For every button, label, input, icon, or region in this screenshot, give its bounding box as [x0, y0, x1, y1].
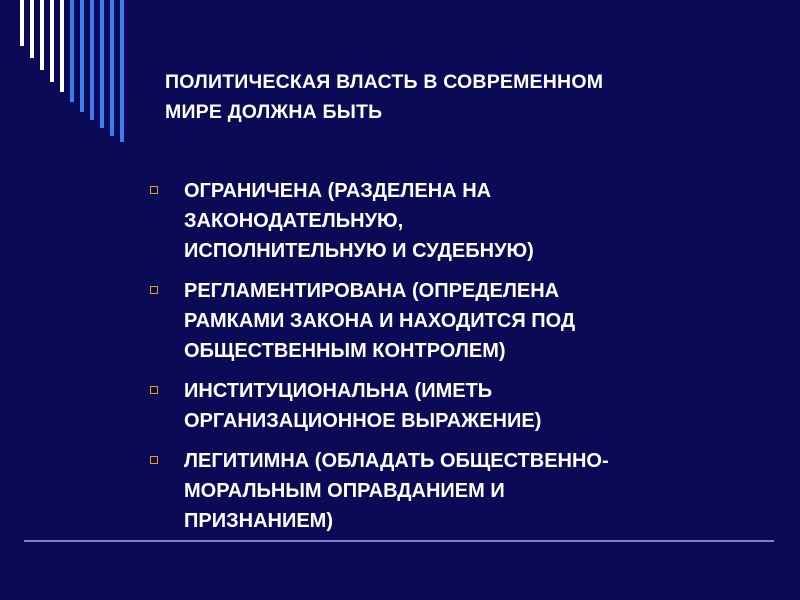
bullet-text-line: ИСПОЛНИТЕЛЬНУЮ И СУДЕБНУЮ): [184, 240, 534, 262]
bullet-text-line: ЗАКОНОДАТЕЛЬНУЮ,: [184, 210, 404, 232]
bullet-item-institutional: [150, 376, 790, 436]
bullet-text-line: РАМКАМИ ЗАКОНА И НАХОДИТСЯ ПОД: [184, 310, 576, 332]
square-outline-icon: [150, 386, 158, 394]
bullet-text-line: ОГРАНИЧЕНА (РАЗДЕЛЕНА НА: [184, 180, 492, 202]
slide-title-line: МИРЕ ДОЛЖНА БЫТЬ: [165, 101, 383, 123]
bullet-text-line: МОРАЛЬНЫМ ОПРАВДАНИЕМ И: [184, 480, 505, 502]
bullet-item-legitimate: [150, 446, 790, 536]
vertical-stripes-decoration: [0, 0, 140, 150]
bullet-item-regulated: [150, 276, 790, 366]
bullet-text-line: ЛЕГИТИМНА (ОБЛАДАТЬ ОБЩЕСТВЕННО-: [184, 450, 609, 472]
square-outline-icon: [150, 456, 158, 464]
bullet-text-line: ОРГАНИЗАЦИОННОЕ ВЫРАЖЕНИЕ): [184, 410, 542, 432]
slide-title: [165, 67, 775, 127]
bullet-item-limited: [150, 176, 790, 266]
bullet-text-line: ОБЩЕСТВЕННЫМ КОНТРОЛЕМ): [184, 340, 506, 362]
slide-title-line: ПОЛИТИЧЕСКАЯ ВЛАСТЬ В СОВРЕМЕННОМ: [165, 71, 604, 93]
bottom-divider: [24, 540, 774, 542]
bullet-text-line: РЕГЛАМЕНТИРОВАНА (ОПРЕДЕЛЕНА: [184, 280, 560, 302]
bullet-list: [150, 176, 790, 546]
bullet-text-line: ПРИЗНАНИЕМ): [184, 510, 333, 532]
square-outline-icon: [150, 186, 158, 194]
bullet-text-line: ИНСТИТУЦИОНАЛЬНА (ИМЕТЬ: [184, 380, 493, 402]
square-outline-icon: [150, 286, 158, 294]
